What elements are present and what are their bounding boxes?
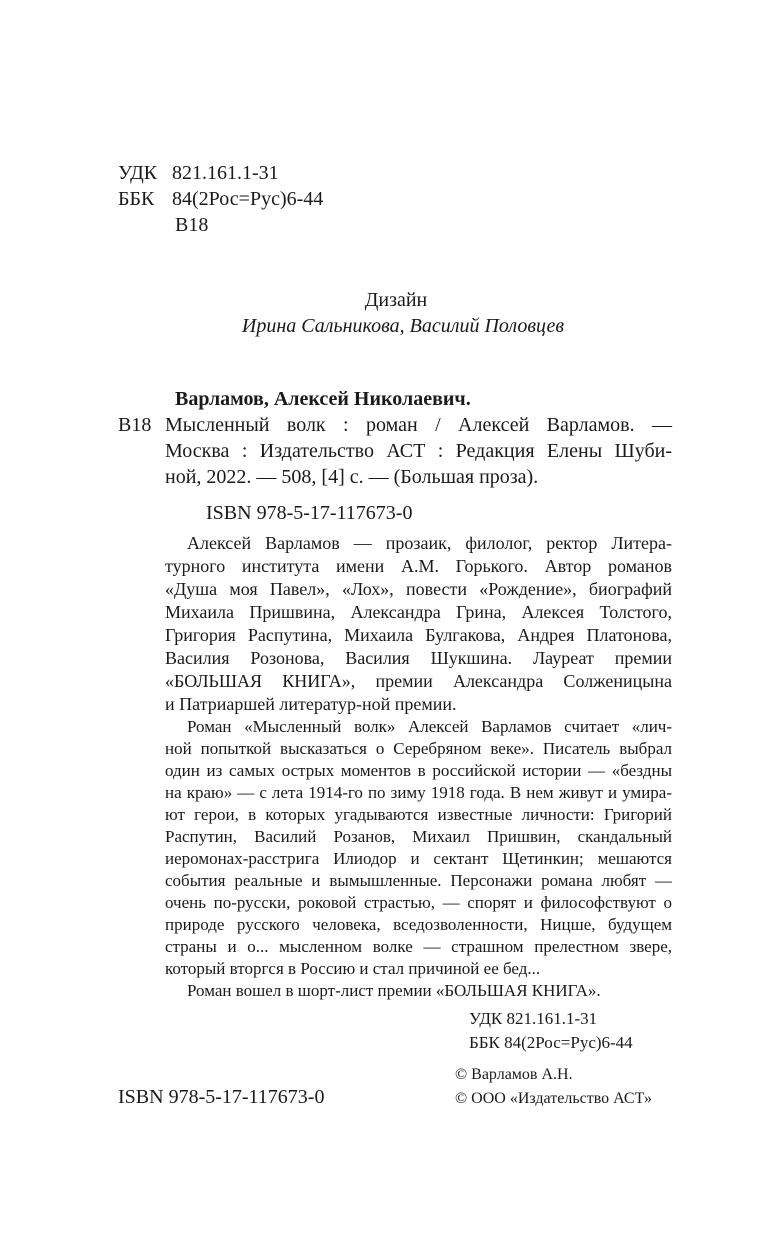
design-heading: Дизайн (364, 289, 428, 311)
bbk-value: 84(2Рос=Рус)6-44 (172, 188, 324, 210)
copyright-publisher: © ООО «Издательство АСТ» (455, 1090, 652, 1107)
entry-line: ной, 2022. — 508, [4] с. — (Большая проза). (165, 466, 539, 488)
annotation-line: ют герои, в которых угадываются известные личности: Григорий (165, 805, 672, 824)
annotation-line: турного института имени А.М. Горького. Автор романов (165, 556, 672, 576)
entry-line: Мысленный волк : роман / Алексей Варламов. — (165, 414, 672, 436)
annotation-line: Алексей Варламов — прозаик, филолог, ректор Литера- (187, 533, 672, 553)
footer-udk: УДК 821.161.1-31 (469, 1009, 598, 1028)
entry-isbn: ISBN 978-5-17-117673-0 (206, 502, 413, 524)
annotation-line: «Душа моя Павел», «Лох», повести «Рождение», биографий (165, 579, 672, 599)
annotation-line: иеромонах-расстрига Илиодор и сектант Щетинкин; мешаются (165, 849, 672, 868)
bbk-label: ББК (118, 188, 155, 210)
annotation-line: Григория Распутина, Михаила Булгакова, Андрея Платонова, (165, 625, 672, 645)
author-code: В18 (175, 214, 209, 236)
annotation-line: один из самых острых моментов в российской истории — «бездны (165, 761, 672, 780)
annotation-line: природе русского человека, вседозволенности, Ницше, будущем (165, 915, 672, 934)
annotation-line: Роман вошел в шорт-лист премии «БОЛЬШАЯ КНИГА». (187, 981, 601, 1000)
annotation-line: ной попыткой высказаться о Серебряном веке». Писатель выбрал (165, 739, 672, 758)
annotation-line: и Патриаршей литератур-ной премии. (165, 694, 457, 714)
annotation-line: Василия Розонова, Василия Шукшина. Лауреат премии (165, 648, 672, 668)
copyright-author: © Варламов А.Н. (455, 1066, 573, 1083)
annotation-line: который вторгся в Россию и стал причиной ее бед... (165, 959, 541, 978)
annotation-line: Михаила Пришвина, Александра Грина, Алексея Толстого, (165, 602, 672, 622)
design-names: Ирина Сальникова, Василий Половцев (241, 315, 565, 337)
entry-line: Москва : Издательство АСТ : Редакция Елены Шуби- (165, 440, 672, 462)
annotation-line: страны и о... мысленном волке — страшном прелестном звере, (165, 937, 672, 956)
entry-author: Варламов, Алексей Николаевич. (175, 388, 471, 410)
annotation-line: события реальные и вымышленные. Персонажи романа любят — (165, 871, 672, 890)
udk-label: УДК (118, 162, 158, 184)
footer-isbn: ISBN 978-5-17-117673-0 (118, 1086, 325, 1108)
annotation-line: Распутин, Василий Розанов, Михаил Пришвин, скандальный (165, 827, 672, 846)
udk-line (118, 160, 279, 186)
annotation-line: очень по-русски, роковой страстью, — спорят и философствуют о (165, 893, 672, 912)
entry-code: В18 (118, 414, 152, 436)
annotation-line: «БОЛЬШАЯ КНИГА», премии Александра Солженицына (165, 671, 672, 691)
bbk-line (118, 186, 323, 212)
annotation-line: на краю» — с лета 1914-го по зиму 1918 года. В нем живут и умира- (165, 783, 672, 802)
udk-value: 821.161.1-31 (172, 162, 279, 184)
footer-bbk: ББК 84(2Рос=Рус)6-44 (469, 1033, 633, 1052)
annotation-line: Роман «Мысленный волк» Алексей Варламов считает «лич- (187, 717, 672, 736)
